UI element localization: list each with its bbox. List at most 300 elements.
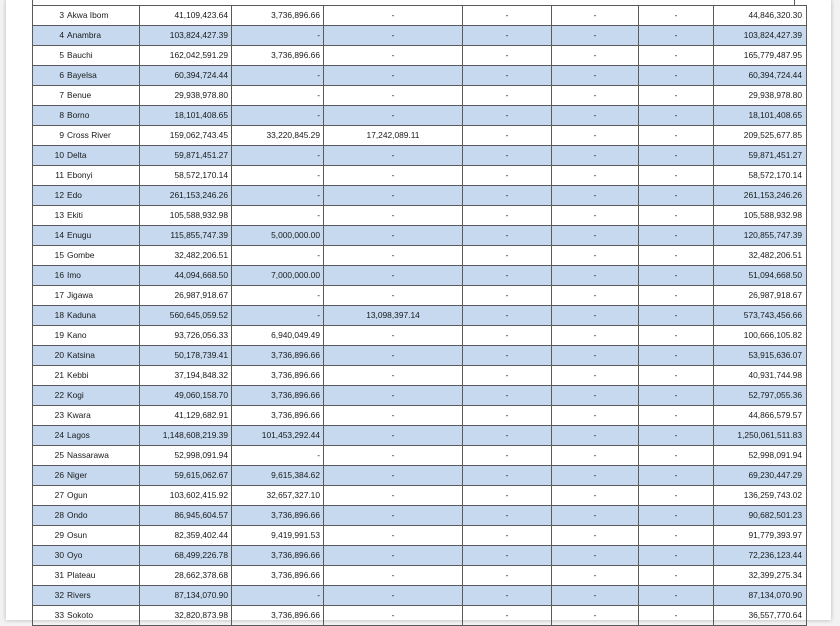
amount-col4-cell: - bbox=[463, 466, 552, 486]
amount-col4-cell: - bbox=[463, 526, 552, 546]
amount-col6-cell: - bbox=[639, 106, 714, 126]
total-amount-cell: 100,666,105.82 bbox=[714, 326, 807, 346]
serial-number-cell: 33 bbox=[33, 606, 66, 626]
amount-col2-cell: 7,000,000.00 bbox=[232, 266, 324, 286]
amount-col3-cell: 17,242,089.11 bbox=[324, 126, 463, 146]
amount-col2-cell: 3,736,896.66 bbox=[232, 346, 324, 366]
serial-number-cell: 22 bbox=[33, 386, 66, 406]
amount-col2-cell: - bbox=[232, 146, 324, 166]
amount-col1-cell: 93,726,056.33 bbox=[140, 326, 232, 346]
serial-number-cell: 15 bbox=[33, 246, 66, 266]
amount-col3-cell: - bbox=[324, 146, 463, 166]
amount-col4-cell: - bbox=[463, 406, 552, 426]
amount-col3-cell: - bbox=[324, 6, 463, 26]
amount-col4-cell: - bbox=[463, 286, 552, 306]
amount-col6-cell: - bbox=[639, 526, 714, 546]
total-amount-cell: 40,931,744.98 bbox=[714, 366, 807, 386]
serial-number-cell: 7 bbox=[33, 86, 66, 106]
amount-col2-cell: 33,220,845.29 bbox=[232, 126, 324, 146]
amount-col6-cell: - bbox=[639, 146, 714, 166]
amount-col4-cell: - bbox=[463, 566, 552, 586]
state-name-cell: Ekiti bbox=[65, 206, 140, 226]
amount-col3-cell: - bbox=[324, 26, 463, 46]
state-name-cell: Kano bbox=[65, 326, 140, 346]
amount-col2-cell: - bbox=[232, 166, 324, 186]
state-name-cell: Edo bbox=[65, 186, 140, 206]
amount-col1-cell: 261,153,246.26 bbox=[140, 186, 232, 206]
amount-col3-cell: - bbox=[324, 586, 463, 606]
state-name-cell: Osun bbox=[65, 526, 140, 546]
amount-col4-cell: - bbox=[463, 226, 552, 246]
amount-col1-cell: 59,871,451.27 bbox=[140, 146, 232, 166]
amount-col5-cell: - bbox=[552, 386, 639, 406]
amount-col1-cell: 159,062,743.45 bbox=[140, 126, 232, 146]
amount-col3-cell: - bbox=[324, 546, 463, 566]
total-amount-cell: 59,871,451.27 bbox=[714, 146, 807, 166]
state-name-cell: Plateau bbox=[65, 566, 140, 586]
amount-col6-cell: - bbox=[639, 266, 714, 286]
amount-col2-cell: - bbox=[232, 186, 324, 206]
amount-col5-cell: - bbox=[552, 546, 639, 566]
total-amount-cell: 72,236,123.44 bbox=[714, 546, 807, 566]
table-row bbox=[33, 26, 807, 46]
amount-col3-cell: - bbox=[324, 386, 463, 406]
amount-col4-cell: - bbox=[463, 66, 552, 86]
serial-number-cell: 26 bbox=[33, 466, 66, 486]
amount-col5-cell: - bbox=[552, 486, 639, 506]
total-amount-cell: 69,230,447.29 bbox=[714, 466, 807, 486]
serial-number-cell: 17 bbox=[33, 286, 66, 306]
table-row bbox=[33, 526, 807, 546]
amount-col1-cell: 32,820,873.98 bbox=[140, 606, 232, 626]
serial-number-cell: 12 bbox=[33, 186, 66, 206]
amount-col4-cell: - bbox=[463, 446, 552, 466]
total-amount-cell: 261,153,246.26 bbox=[714, 186, 807, 206]
serial-number-cell: 24 bbox=[33, 426, 66, 446]
amount-col4-cell: - bbox=[463, 366, 552, 386]
amount-col1-cell: 162,042,591.29 bbox=[140, 46, 232, 66]
amount-col2-cell: - bbox=[232, 586, 324, 606]
serial-number-cell: 14 bbox=[33, 226, 66, 246]
table-row bbox=[33, 306, 807, 326]
amount-col3-cell: - bbox=[324, 66, 463, 86]
table-row bbox=[33, 266, 807, 286]
total-amount-cell: 60,394,724.44 bbox=[714, 66, 807, 86]
total-amount-cell: 1,250,061,511.83 bbox=[714, 426, 807, 446]
amount-col4-cell: - bbox=[463, 486, 552, 506]
amount-col4-cell: - bbox=[463, 546, 552, 566]
amount-col4-cell: - bbox=[463, 126, 552, 146]
serial-number-cell: 32 bbox=[33, 586, 66, 606]
amount-col1-cell: 50,178,739.41 bbox=[140, 346, 232, 366]
total-amount-cell: 26,987,918.67 bbox=[714, 286, 807, 306]
total-amount-cell: 105,588,932.98 bbox=[714, 206, 807, 226]
amount-col4-cell: - bbox=[463, 46, 552, 66]
amount-col3-cell: - bbox=[324, 426, 463, 446]
amount-col5-cell: - bbox=[552, 106, 639, 126]
total-amount-cell: 52,797,055.36 bbox=[714, 386, 807, 406]
serial-number-cell: 23 bbox=[33, 406, 66, 426]
serial-number-cell: 21 bbox=[33, 366, 66, 386]
amount-col6-cell: - bbox=[639, 206, 714, 226]
serial-number-cell: 27 bbox=[33, 486, 66, 506]
amount-col2-cell: 6,940,049.49 bbox=[232, 326, 324, 346]
state-name-cell: Imo bbox=[65, 266, 140, 286]
serial-number-cell: 25 bbox=[33, 446, 66, 466]
amount-col1-cell: 26,987,918.67 bbox=[140, 286, 232, 306]
amount-col6-cell: - bbox=[639, 306, 714, 326]
amount-col5-cell: - bbox=[552, 186, 639, 206]
amount-col5-cell: - bbox=[552, 526, 639, 546]
amount-col4-cell: - bbox=[463, 346, 552, 366]
amount-col3-cell: - bbox=[324, 446, 463, 466]
amount-col3-cell: - bbox=[324, 606, 463, 626]
amount-col3-cell: - bbox=[324, 106, 463, 126]
state-name-cell: Katsina bbox=[65, 346, 140, 366]
amount-col5-cell: - bbox=[552, 46, 639, 66]
amount-col6-cell: - bbox=[639, 486, 714, 506]
amount-col2-cell: 3,736,896.66 bbox=[232, 606, 324, 626]
amount-col3-cell: 13,098,397.14 bbox=[324, 306, 463, 326]
amount-col2-cell: 5,000,000.00 bbox=[232, 226, 324, 246]
amount-col3-cell: - bbox=[324, 506, 463, 526]
amount-col1-cell: 105,588,932.98 bbox=[140, 206, 232, 226]
amount-col4-cell: - bbox=[463, 586, 552, 606]
state-name-cell: Gombe bbox=[65, 246, 140, 266]
amount-col2-cell: - bbox=[232, 66, 324, 86]
amount-col2-cell: - bbox=[232, 106, 324, 126]
state-name-cell: Bayelsa bbox=[65, 66, 140, 86]
amount-col5-cell: - bbox=[552, 506, 639, 526]
serial-number-cell: 4 bbox=[33, 26, 66, 46]
amount-col6-cell: - bbox=[639, 26, 714, 46]
amount-col6-cell: - bbox=[639, 366, 714, 386]
serial-number-cell: 31 bbox=[33, 566, 66, 586]
amount-col5-cell: - bbox=[552, 226, 639, 246]
amount-col4-cell: - bbox=[463, 86, 552, 106]
table-row bbox=[33, 586, 807, 606]
amount-col5-cell: - bbox=[552, 406, 639, 426]
amount-col1-cell: 86,945,604.57 bbox=[140, 506, 232, 526]
total-amount-cell: 87,134,070.90 bbox=[714, 586, 807, 606]
amount-col2-cell: - bbox=[232, 86, 324, 106]
table-row bbox=[33, 326, 807, 346]
table-row bbox=[33, 226, 807, 246]
amount-col3-cell: - bbox=[324, 246, 463, 266]
amount-col2-cell: - bbox=[232, 446, 324, 466]
total-amount-cell: 44,846,320.30 bbox=[714, 6, 807, 26]
amount-col6-cell: - bbox=[639, 386, 714, 406]
total-amount-cell: 120,855,747.39 bbox=[714, 226, 807, 246]
total-amount-cell: 18,101,408.65 bbox=[714, 106, 807, 126]
amount-col6-cell: - bbox=[639, 86, 714, 106]
state-name-cell: Akwa Ibom bbox=[65, 6, 140, 26]
state-name-cell: Delta bbox=[65, 146, 140, 166]
amount-col1-cell: 52,998,091.94 bbox=[140, 446, 232, 466]
amount-col1-cell: 103,824,427.39 bbox=[140, 26, 232, 46]
amount-col3-cell: - bbox=[324, 326, 463, 346]
table-row bbox=[33, 366, 807, 386]
amount-col5-cell: - bbox=[552, 266, 639, 286]
amount-col1-cell: 49,060,158.70 bbox=[140, 386, 232, 406]
table-row bbox=[33, 6, 807, 26]
table-row bbox=[33, 166, 807, 186]
table-row bbox=[33, 106, 807, 126]
amount-col3-cell: - bbox=[324, 566, 463, 586]
amount-col1-cell: 87,134,070.90 bbox=[140, 586, 232, 606]
amount-col3-cell: - bbox=[324, 166, 463, 186]
amount-col1-cell: 18,101,408.65 bbox=[140, 106, 232, 126]
state-name-cell: Benue bbox=[65, 86, 140, 106]
amount-col3-cell: - bbox=[324, 486, 463, 506]
amount-col4-cell: - bbox=[463, 386, 552, 406]
amount-col3-cell: - bbox=[324, 226, 463, 246]
amount-col4-cell: - bbox=[463, 146, 552, 166]
amount-col1-cell: 29,938,978.80 bbox=[140, 86, 232, 106]
amount-col4-cell: - bbox=[463, 6, 552, 26]
amount-col4-cell: - bbox=[463, 186, 552, 206]
amount-col6-cell: - bbox=[639, 46, 714, 66]
serial-number-cell: 30 bbox=[33, 546, 66, 566]
amount-col1-cell: 1,148,608,219.39 bbox=[140, 426, 232, 446]
amount-col1-cell: 560,645,059.52 bbox=[140, 306, 232, 326]
total-amount-cell: 32,482,206.51 bbox=[714, 246, 807, 266]
amount-col1-cell: 28,662,378.68 bbox=[140, 566, 232, 586]
amount-col6-cell: - bbox=[639, 226, 714, 246]
serial-number-cell: 29 bbox=[33, 526, 66, 546]
total-amount-cell: 103,824,427.39 bbox=[714, 26, 807, 46]
serial-number-cell: 16 bbox=[33, 266, 66, 286]
total-amount-cell: 53,915,636.07 bbox=[714, 346, 807, 366]
amount-col3-cell: - bbox=[324, 466, 463, 486]
amount-col2-cell: 32,657,327.10 bbox=[232, 486, 324, 506]
amount-col5-cell: - bbox=[552, 606, 639, 626]
state-name-cell: Kwara bbox=[65, 406, 140, 426]
state-name-cell: Cross River bbox=[65, 126, 140, 146]
amount-col5-cell: - bbox=[552, 566, 639, 586]
amount-col4-cell: - bbox=[463, 206, 552, 226]
state-name-cell: Kebbi bbox=[65, 366, 140, 386]
amount-col3-cell: - bbox=[324, 286, 463, 306]
amount-col6-cell: - bbox=[639, 406, 714, 426]
table-row bbox=[33, 346, 807, 366]
table-row bbox=[33, 46, 807, 66]
table-body bbox=[33, 6, 807, 626]
amount-col4-cell: - bbox=[463, 506, 552, 526]
serial-number-cell: 20 bbox=[33, 346, 66, 366]
state-name-cell: Rivers bbox=[65, 586, 140, 606]
amount-col6-cell: - bbox=[639, 586, 714, 606]
amount-col2-cell: 3,736,896.66 bbox=[232, 506, 324, 526]
amount-col1-cell: 68,499,226.78 bbox=[140, 546, 232, 566]
amount-col5-cell: - bbox=[552, 346, 639, 366]
amount-col3-cell: - bbox=[324, 266, 463, 286]
amount-col1-cell: 58,572,170.14 bbox=[140, 166, 232, 186]
amount-col2-cell: 3,736,896.66 bbox=[232, 406, 324, 426]
amount-col6-cell: - bbox=[639, 606, 714, 626]
amount-col6-cell: - bbox=[639, 66, 714, 86]
amount-col5-cell: - bbox=[552, 66, 639, 86]
state-name-cell: Ebonyi bbox=[65, 166, 140, 186]
amount-col5-cell: - bbox=[552, 146, 639, 166]
total-amount-cell: 44,866,579.57 bbox=[714, 406, 807, 426]
state-name-cell: Kogi bbox=[65, 386, 140, 406]
table-row bbox=[33, 506, 807, 526]
table-row bbox=[33, 386, 807, 406]
serial-number-cell: 28 bbox=[33, 506, 66, 526]
amount-col6-cell: - bbox=[639, 246, 714, 266]
total-amount-cell: 573,743,456.66 bbox=[714, 306, 807, 326]
table-row bbox=[33, 66, 807, 86]
state-name-cell: Anambra bbox=[65, 26, 140, 46]
amount-col1-cell: 37,194,848.32 bbox=[140, 366, 232, 386]
amount-col2-cell: 3,736,896.66 bbox=[232, 386, 324, 406]
amount-col4-cell: - bbox=[463, 426, 552, 446]
total-amount-cell: 209,525,677.85 bbox=[714, 126, 807, 146]
amount-col1-cell: 32,482,206.51 bbox=[140, 246, 232, 266]
state-name-cell: Bauchi bbox=[65, 46, 140, 66]
amount-col6-cell: - bbox=[639, 126, 714, 146]
amount-col6-cell: - bbox=[639, 426, 714, 446]
total-amount-cell: 52,998,091.94 bbox=[714, 446, 807, 466]
amount-col2-cell: 3,736,896.66 bbox=[232, 46, 324, 66]
amount-col6-cell: - bbox=[639, 546, 714, 566]
amount-col5-cell: - bbox=[552, 366, 639, 386]
amount-col2-cell: - bbox=[232, 306, 324, 326]
amount-col4-cell: - bbox=[463, 246, 552, 266]
amount-col6-cell: - bbox=[639, 506, 714, 526]
table-row bbox=[33, 286, 807, 306]
amount-col2-cell: 9,615,384.62 bbox=[232, 466, 324, 486]
state-name-cell: Ondo bbox=[65, 506, 140, 526]
state-name-cell: Niger bbox=[65, 466, 140, 486]
table-row bbox=[33, 566, 807, 586]
amount-col2-cell: 9,419,991.53 bbox=[232, 526, 324, 546]
total-amount-cell: 36,557,770.64 bbox=[714, 606, 807, 626]
table-row bbox=[33, 446, 807, 466]
state-name-cell: Sokoto bbox=[65, 606, 140, 626]
amount-col5-cell: - bbox=[552, 246, 639, 266]
total-amount-cell: 58,572,170.14 bbox=[714, 166, 807, 186]
amount-col3-cell: - bbox=[324, 406, 463, 426]
state-name-cell: Nassarawa bbox=[65, 446, 140, 466]
amount-col6-cell: - bbox=[639, 166, 714, 186]
table-row bbox=[33, 86, 807, 106]
amount-col5-cell: - bbox=[552, 86, 639, 106]
total-amount-cell: 90,682,501.23 bbox=[714, 506, 807, 526]
amount-col1-cell: 82,359,402.44 bbox=[140, 526, 232, 546]
amount-col4-cell: - bbox=[463, 166, 552, 186]
amount-col1-cell: 41,129,682.91 bbox=[140, 406, 232, 426]
table-row bbox=[33, 426, 807, 446]
amount-col3-cell: - bbox=[324, 206, 463, 226]
serial-number-cell: 10 bbox=[33, 146, 66, 166]
table-row bbox=[33, 486, 807, 506]
total-amount-cell: 165,779,487.95 bbox=[714, 46, 807, 66]
amount-col4-cell: - bbox=[463, 326, 552, 346]
amount-col5-cell: - bbox=[552, 306, 639, 326]
amount-col5-cell: - bbox=[552, 126, 639, 146]
total-amount-cell: 51,094,668.50 bbox=[714, 266, 807, 286]
amount-col5-cell: - bbox=[552, 586, 639, 606]
amount-col2-cell: 3,736,896.66 bbox=[232, 546, 324, 566]
serial-number-cell: 11 bbox=[33, 166, 66, 186]
amount-col3-cell: - bbox=[324, 186, 463, 206]
amount-col6-cell: - bbox=[639, 286, 714, 306]
amount-col6-cell: - bbox=[639, 446, 714, 466]
amount-col5-cell: - bbox=[552, 466, 639, 486]
amount-col1-cell: 60,394,724.44 bbox=[140, 66, 232, 86]
amount-col3-cell: - bbox=[324, 346, 463, 366]
table-row bbox=[33, 246, 807, 266]
state-allocation-table bbox=[32, 5, 807, 626]
state-name-cell: Enugu bbox=[65, 226, 140, 246]
total-amount-cell: 29,938,978.80 bbox=[714, 86, 807, 106]
amount-col6-cell: - bbox=[639, 186, 714, 206]
state-name-cell: Jigawa bbox=[65, 286, 140, 306]
amount-col2-cell: - bbox=[232, 286, 324, 306]
state-name-cell: Ogun bbox=[65, 486, 140, 506]
table-row bbox=[33, 546, 807, 566]
amount-col2-cell: 3,736,896.66 bbox=[232, 6, 324, 26]
total-amount-cell: 91,779,393.97 bbox=[714, 526, 807, 546]
amount-col2-cell: - bbox=[232, 26, 324, 46]
serial-number-cell: 5 bbox=[33, 46, 66, 66]
amount-col5-cell: - bbox=[552, 166, 639, 186]
amount-col6-cell: - bbox=[639, 346, 714, 366]
state-name-cell: Oyo bbox=[65, 546, 140, 566]
serial-number-cell: 6 bbox=[33, 66, 66, 86]
table-row bbox=[33, 466, 807, 486]
amount-col1-cell: 103,602,415.92 bbox=[140, 486, 232, 506]
amount-col6-cell: - bbox=[639, 6, 714, 26]
document-page bbox=[6, 0, 831, 620]
state-name-cell: Borno bbox=[65, 106, 140, 126]
amount-col6-cell: - bbox=[639, 466, 714, 486]
amount-col4-cell: - bbox=[463, 266, 552, 286]
amount-col1-cell: 41,109,423.64 bbox=[140, 6, 232, 26]
amount-col2-cell: 3,736,896.66 bbox=[232, 366, 324, 386]
amount-col6-cell: - bbox=[639, 326, 714, 346]
total-amount-cell: 32,399,275.34 bbox=[714, 566, 807, 586]
amount-col6-cell: - bbox=[639, 566, 714, 586]
serial-number-cell: 3 bbox=[33, 6, 66, 26]
table-row bbox=[33, 186, 807, 206]
amount-col5-cell: - bbox=[552, 206, 639, 226]
serial-number-cell: 19 bbox=[33, 326, 66, 346]
amount-col2-cell: 101,453,292.44 bbox=[232, 426, 324, 446]
serial-number-cell: 8 bbox=[33, 106, 66, 126]
amount-col4-cell: - bbox=[463, 106, 552, 126]
table-row bbox=[33, 606, 807, 626]
amount-col3-cell: - bbox=[324, 366, 463, 386]
amount-col2-cell: - bbox=[232, 206, 324, 226]
table-row bbox=[33, 126, 807, 146]
amount-col1-cell: 115,855,747.39 bbox=[140, 226, 232, 246]
amount-col3-cell: - bbox=[324, 86, 463, 106]
amount-col1-cell: 44,094,668.50 bbox=[140, 266, 232, 286]
amount-col4-cell: - bbox=[463, 306, 552, 326]
table-row bbox=[33, 146, 807, 166]
amount-col5-cell: - bbox=[552, 426, 639, 446]
table-row bbox=[33, 206, 807, 226]
amount-col5-cell: - bbox=[552, 326, 639, 346]
amount-col5-cell: - bbox=[552, 26, 639, 46]
amount-col1-cell: 59,615,062.67 bbox=[140, 466, 232, 486]
serial-number-cell: 13 bbox=[33, 206, 66, 226]
amount-col2-cell: - bbox=[232, 246, 324, 266]
state-name-cell: Kaduna bbox=[65, 306, 140, 326]
